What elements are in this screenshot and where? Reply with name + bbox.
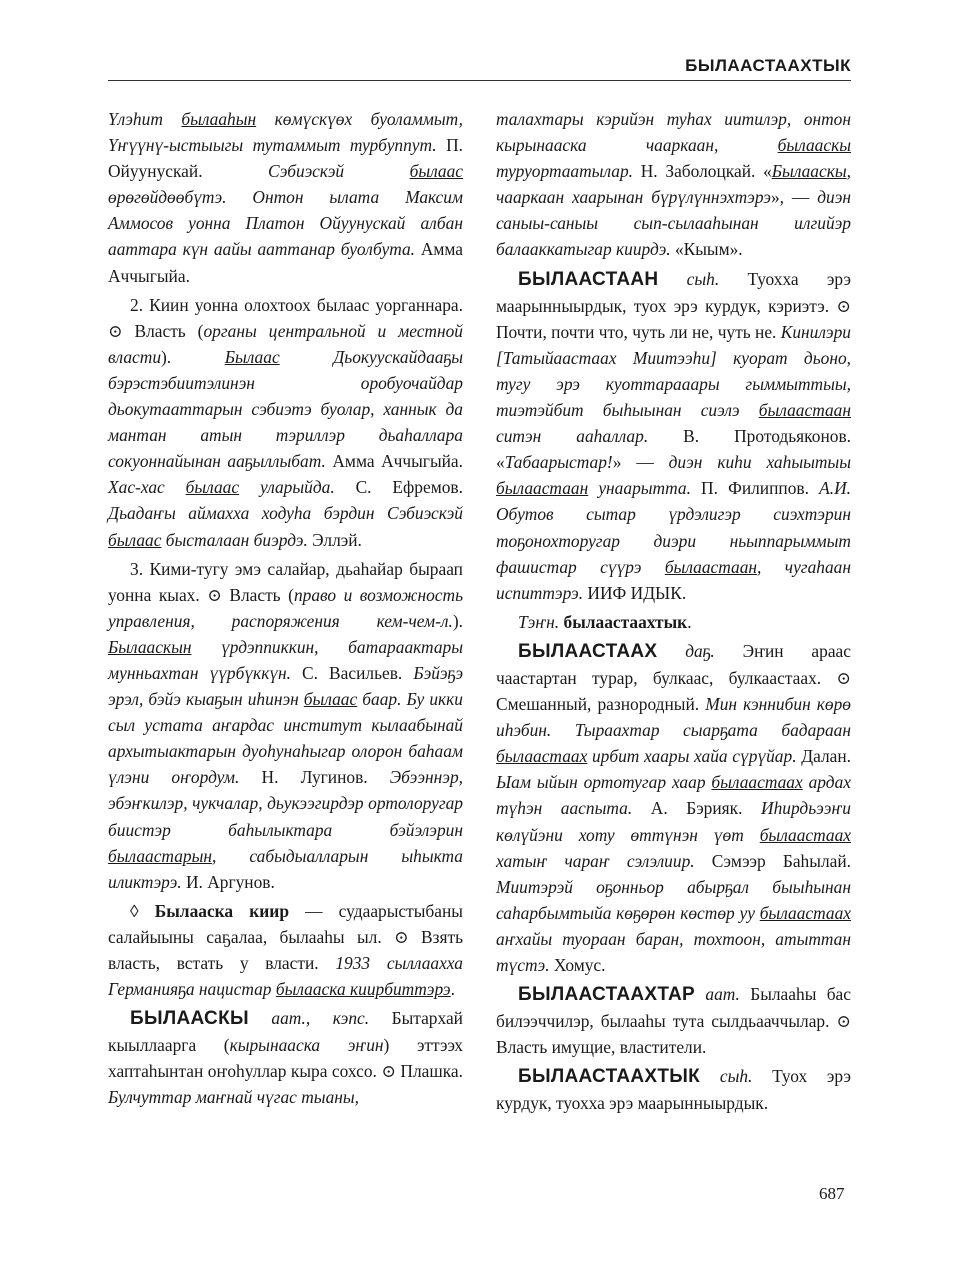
headword-entry-byylaastaan: БЫЛААСТААН сыһ. Туохха эрэ маарынныырдык, туох эрэ курдук, кэриэтэ. ⊙ Почти, почти что, чуть ли не, чуть не. Кинилэри [Татыйаастаах Миитээһи] куорат дьоно, тугу эрэ куоттарааары гыммыттыы, тиэтэйбит быһыынан сиэлэ былаастаан ситэн ааһаллар. В. Протодьяконов. «Табаарыстар!» — диэн киһи хаһыытыы былаастаан унаарытта. П. Филиппов. А.И. Обутов сытар үрдэлигэр сиэхтэрин тоҕонохторугар диэри ньыппарыммыт фашистар сүүрэ былаастаан, чугаһаан испиттэрэ. ИИФ ИДЫК. <box>496 268 852 603</box>
entry-paragraph: Үлэһит былааһын көмүскүөх буоламмыт, Үҥүүнү-ыстыыгы тутаммыт турбуппут. П. Ойуунускай. Сэбиэскэй былаас өрөгөйдөөбүтэ. Онтон ылата Максим Аммосов уонна Платон Ойуунускай албан ааттара күн аайы ааттанар буолбута. Амма Аччыгыйа. <box>108 109 464 286</box>
headword-entry-byylaastaaxtar: БЫЛААСТААХТАР аат. Былааһы бас билээччилэр, былааһы тута сылдьааччылар. ⊙ Власть имущие, властители. <box>496 984 851 1058</box>
headword-entry-byylaastaaxtyk: БЫЛААСТААХТЫК сыһ. Туох эрэ курдук, туохха эрэ маарынныырдык. <box>496 1066 851 1114</box>
entry-paragraph: талахтары кэрийэн туһах иитилэр, онтон кырынааска чааркаан, былааскы туруортаатылар. Н. Заболоцкай. «Былааскы, чааркаан хаарынан бүрүлүннэхтэрэ», — диэн саныы-саныы сып-сылааһынан илгийэр балааккатыгар киирдэ. «Кыым». <box>496 109 851 260</box>
left-column <box>108 106 463 1111</box>
header-rule <box>108 80 851 81</box>
headword-entry-byylaastaax: БЫЛААСТААХ даҕ. Эҥин араас чаастартан турар, булкаас, булкаастаах. ⊙ Смешанный, разнородный. Мин кэннибин көрө иһэбин. Тыраахтар сыарҕата бадараан былаастаах ирбит хаары хайа сүрүйар. Далан. Ыам ыйын ортотугар хаар былаастаах ардах түһэн ааспыта. А. Бэрияк. Иһирдьээҥи көлүйэни хоту өттүнэн үөт былаастаах хатыҥ чараҥ сэлэлиир. Сэмээр Баһылай. Миитэрэй оҕонньор абырҕал быыһынан саһарбымтыйа көҕөрөн көстөр уу былаастаах аҥхайы туораан баран, тохтоон, атыттан түстэ. Хомус. <box>496 640 851 975</box>
cross-reference: Тэҥн. былаастаахтык. <box>518 611 692 632</box>
right-column <box>496 106 851 1117</box>
page-number: 687 <box>819 1184 845 1203</box>
headword-entry-byylaasky: БЫЛААСКЫ аат., кэпс. Бытархай кыыллаарга (кырынааска эҥин) эттээх хаптаһынтан оҥоһуллар кыра сохсо. ⊙ Плашка. Булчуттар маҥнай чүгас тыаны, <box>108 1008 463 1108</box>
entry-paragraph: 2. Киин уонна олохтоох былаас уорганнара. ⊙ Власть (органы центральной и местной власти). Былаас Дьокуускайдааҕы бэрэстэбиитэлинэн оробуочайдар дьокутааттарын сэбиэтэ буолар, ханнык да мантан атын тэриллэр дьаһаллара сокуоннайынан ааҕыллыбат. Амма Аччыгыйа. Хас-хас былаас уларыйда. С. Ефремов. Дьадаҥы аймахха ходуһа бэрдин Сэбиэскэй былаас бысталаан биэрдэ. Эллэй. <box>108 294 463 550</box>
running-head: БЫЛААСТААХТЫК <box>685 56 851 75</box>
idiom-paragraph: ◊ Былааска киир — судаарыстыбаны салайыыны саҕалаа, былааһы ыл. ⊙ Взять власть, встать у власти. 1933 сыллаахха Германияҕа нацистар былааска киирбиттэрэ. <box>108 900 463 1000</box>
entry-paragraph: 3. Кими-тугу эмэ салайар, дьаһайар быраап уонна кыах. ⊙ Власть (право и возможность управления, распоряжения кем-чем-л.). Былааскын үрдэппиккин, батараактары мунньахтан үүрбүккүн. С. Васильев. Бэйэҕэ эрэл, бэйэ кыаҕын иһинэн былаас баар. Бу икки сыл устата аҥардас институт кылаабынай архытыактарын дуоһунаһыгар олорон баһаам үлэни оҥордум. Н. Лугинов. Эбээннэр, эбэҥкилэр, чукчалар, дьукээгирдэр ортолоругар биистэр баһылыктара бэйэлэрин былаастарын, сабыдыалларын ыһыкта иликтэрэ. И. Аргунов. <box>108 558 463 892</box>
